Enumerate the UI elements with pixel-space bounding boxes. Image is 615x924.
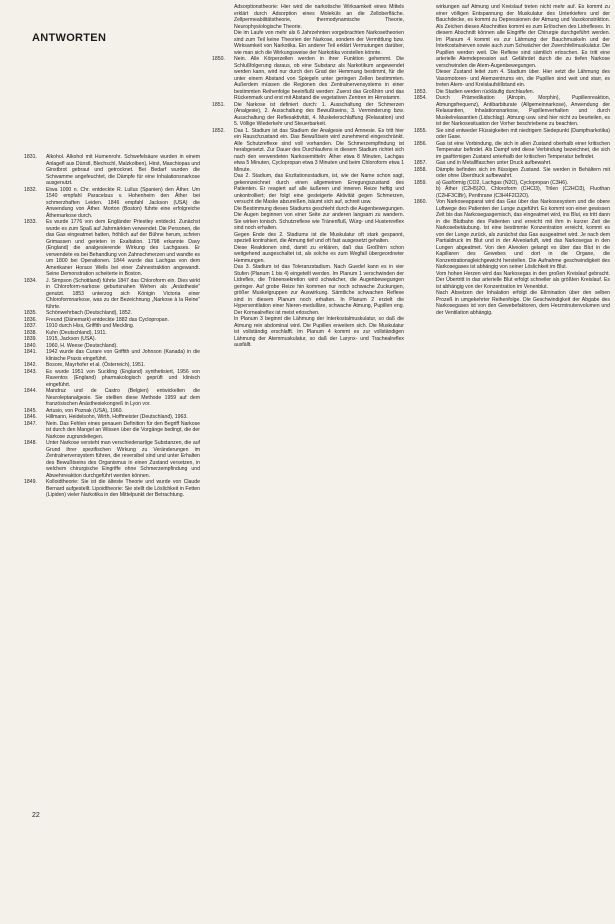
answer-text: Gas und in Metallflaschen unter Druck aufbewahrt. bbox=[436, 160, 552, 166]
answer-number: 1839. bbox=[24, 336, 37, 342]
answer-entry bbox=[24, 421, 200, 441]
answer-number: 1832. bbox=[24, 186, 37, 193]
answer-text: Gas ist eine Vorbindung, die sich in allen Zustand oberhalb einer kritischen Temperatur befindet. Als Dampf wird diese Verbindung bezeichnet, die sich im gasförmigen Zustand unterhalb der kritischen Temperatur befindet. bbox=[436, 140, 610, 160]
answer-text: Freund (Dänemark) entdeckte 1882 das Cyclopropan. bbox=[46, 316, 169, 323]
answer-number: 1857. bbox=[414, 160, 427, 166]
answer-number: 1850. bbox=[212, 56, 225, 62]
answer-text: Nein. Alle Körperzellen werden in ihrer Funktion gehemmt. Die Schlußfolgerung daraus, ob eine Substanz als Narkotikum angewendet werden kann, wird nur durch den Grad der Hemmung bestimmt, für die unter einem Abstand von Spiegeln unter geringen Zellen bestimmten. Außerdem müssen die Regionen des Zentralnervensystems in einer bestimmten Reihenfolge beeinflußt werden: Zuerst das Großhirn und das Rückenmark und erst mit Abstand die vegetativen Zentren im Hirnstamm. bbox=[234, 56, 404, 101]
answer-entry bbox=[414, 167, 610, 180]
answer-entry bbox=[24, 349, 200, 362]
answer-number: 1840. bbox=[24, 342, 37, 349]
page-title: ANTWORTEN bbox=[32, 32, 107, 44]
answer-text: Artusio, von Poznak (USA), 1960. bbox=[46, 407, 123, 414]
answer-number: 1841. bbox=[24, 349, 37, 355]
answer-number: 1844. bbox=[24, 388, 37, 394]
answer-text: Die im Laufe von mehr als 6 Jahrzehnten vorgebrachten Narkosetheorien sind zum Teil keine Theorien der Narkose, sondern der Vermittlung bzw. Wirksamkeit von Narkotika. Ein anderer Teil erklärt Vermutungen darüber, wie man sich die Wirkungsweise der Narkotika vorstellen könnte. bbox=[234, 30, 404, 56]
answer-entry bbox=[24, 278, 200, 311]
answer-text: Es wurde 1951 von Suckling (England) synthetisiert, 1956 von Raventos (England) pharmakologisch geprüft und klinisch eingeführt. bbox=[46, 368, 200, 388]
answer-text: Alkohol. Alkohol mit Humenrohr. Schwefelsäure wurden in einem Anlagefl aus Dünstl, Blechschl, Malzkolben), Hirst, Maschiopas und Ginstbrot gebraut und getrocknet. Bei Bedarf wurden die Schwamme angefeuchtet, die Dämpfe für eine Inhalationsnarkose ausgenutzt. bbox=[46, 154, 200, 186]
answer-entry bbox=[414, 4, 610, 69]
answer-number: 1847. bbox=[24, 420, 37, 427]
answer-number: 1843. bbox=[24, 368, 37, 375]
answer-number: 1853. bbox=[414, 88, 427, 95]
answers-column-1 bbox=[24, 154, 200, 924]
page-number: 22 bbox=[32, 812, 40, 819]
answer-entry bbox=[24, 187, 200, 220]
answer-number bbox=[414, 186, 436, 199]
answer-text: Hillmann, Heidelsohn, Wirth, Hoffmeister (Deutschland), 1963. bbox=[46, 414, 188, 420]
answer-entry bbox=[414, 128, 610, 141]
answer-number: 1835. bbox=[24, 310, 37, 316]
answer-text: Dieser Zustand leitet zum 4. Stadium über. Hier setzt die Lähmung des Vasomotoren- und Atemzentrums ein, die Pupillen sind weit und starr, es treten Atem- und Kreislaufstillstand ein. bbox=[436, 69, 610, 88]
answer-number: 1856. bbox=[414, 140, 427, 147]
answer-text: Unter Narkose versteht man verschiedenartige Substanzen, die auf Grund ihrer spezifischen Wirkung zu Veränderungen im Zentralnervensystem führen, die reversibel sind und unter Erhalten des Bewußtseins des Organismus in einen Zustand versetzen, in welchem chirurgische Eingriffe ohne Schmerzempfindung und Abwehrreaktion durchgeführt werden können. bbox=[46, 440, 200, 479]
answer-text: Mandruz und de Castro (Belgien) entwickelten die Neuroleptanalgesie. Sie stellten diese Methode 1959 auf dem französischen Anästhesiekongreß in Lyon vor. bbox=[46, 388, 200, 407]
answer-entry bbox=[212, 264, 404, 316]
answer-entry bbox=[212, 206, 404, 232]
answer-text: Die Stadien werden rückläufig durchlaufen. bbox=[436, 88, 535, 95]
answer-entry bbox=[212, 245, 404, 265]
answer-text: Bosore, Mayrhofer et al. (Österreich), 1951. bbox=[46, 362, 146, 368]
answer-text: Durch Prämedikation (Atropin, Morphin), Pupillenreaktion, Atmungsfrequenz), Antibarbiturate (Allgemeinnarkose), Anwendung der Relaxantien, Inhalationsnarkose, Pupillenverhalten und durch Muskelrelaxantien (Lidschlag). Atmung usw. sind hier nicht zu beurteilen, es ist der Narkosesituation der Vorher beschriebene zu beachten. bbox=[436, 95, 610, 127]
answers-column-3 bbox=[414, 4, 610, 774]
answer-number: 1833. bbox=[24, 219, 37, 225]
answer-text: Nein. Das Fehlen eines genauen Definition für den Begriff Narkose ist durch den Mangel an Wissen über die Vorgänge bedingt, die der Narkose zugrundeliegen. bbox=[46, 420, 200, 440]
answer-text: Die Bestimmung dieses Stadiums geschieht durch die Augenbewegungen. Die Augen beginnen von einer Seite zur anderen langsam zu wandern. Sie wirken tonisch. Schutzreflexe wie Tränenfluß, Würg- und Hustenreflex sind noch erhalten. bbox=[234, 205, 404, 231]
answer-entry bbox=[212, 316, 404, 349]
answer-entry bbox=[24, 219, 200, 278]
answer-number bbox=[212, 232, 234, 245]
answer-number: 1846. bbox=[24, 414, 37, 420]
answer-number: 1836. bbox=[24, 316, 37, 323]
answer-entry bbox=[414, 271, 610, 291]
answer-text: Das 3. Stadium ist das Toleranzstadium. Nach Guedel kann es in vier Stufen (Planum 1 bis 4) eingeteilt werden. Im Planum 1 verschwinden der Lidreflex, die Tränensekretion wird schwächer, die Augenbewegungen geringer. Auf grobe Reize hin kommen nur noch schwache Zuckungen, größer Muskelgruppen zur Auswirkung. Sämtliche schwachen Reflexe sind in diesem Planum noch erhalten. In Planum 2 erzielt die Hyperventilation einer Nieren-medulläre, schwache Atmung, Pupillen eng. Der Kornealreflex ist meist erloschen. bbox=[234, 264, 404, 316]
answer-text: b) Äther (C2H5)2O, Chloroform (CHCl3), Trilen (C2HCl3), Fluothan (C2HF3ClBr), Penthrane (C3H4F2Cl2O). bbox=[436, 186, 610, 199]
answer-number: 1834. bbox=[24, 277, 37, 284]
answer-text: Vom hohen Herzen wird das Narkosegas in den großen Kreislauf gebracht. Der Übertritt in das arterielle Blut erfolgt schneller als größten Kreislauf. Es ist abhängig von der Konzentration im Venenblut. bbox=[436, 270, 610, 290]
answer-entry bbox=[212, 30, 404, 56]
answer-text: Sie sind entweder Flüssigkeiten mit niedrigem Siedepunkt (Dampfnarkotika) oder Gase. bbox=[436, 127, 610, 140]
answer-text: Adsorptionstheorie: Hier wird die narkotische Wirksamkeit eines Mittels erklärt durch Adsorption eines Moleküls an die Zelloberfläche. Zellpermeabilitätstheorie, thermodynamische Theorie, Neurophysiologische Theorie. bbox=[234, 4, 404, 30]
answer-number: 1854. bbox=[414, 95, 427, 101]
answer-number: 1860. bbox=[414, 199, 427, 205]
answer-number: 1831. bbox=[24, 154, 37, 160]
answer-entry bbox=[24, 440, 200, 479]
answers-column-2 bbox=[212, 4, 404, 774]
answer-text: Gegen Ende des 2. Stadiums ist die Muskulatur oft stark gespannt, speziell kontrahiert, die Atmung tief und oft fast ausgesetzt gehalten. bbox=[234, 231, 404, 244]
answer-number bbox=[212, 4, 234, 30]
answer-entry bbox=[212, 4, 404, 30]
answer-entry bbox=[212, 232, 404, 245]
answer-text: 1942 wurde das Curare von Griffith und Johnson (Kanada) in die klinische Praxis eingeführt. bbox=[46, 349, 200, 362]
answer-entry bbox=[414, 290, 610, 316]
answer-text: Dämpfe befinden sich im flüssigen Zustand. Sie werden in Behältern mit oder ohne Überdruck aufbewahrt. bbox=[436, 166, 610, 179]
answer-text: Das 1. Stadium ist das Stadium der Analgesie und Amnesie. Es tritt hier ein Rauschzustand ein. Das Bewußtsein wird zunehmend eingeschränkt. Alle Schutzreflexe sind voll vorhanden. Die Schmerzempfindung ist herabgesetzt. Zur Dauer des Durchlaufens in diesem Stadium richtet sich nach den verwendeten Narkosemitteln: Äther etwa 8 Minuten, Lachgas etwa 5 Minuten, Cyclopropan etwa 3 Minuten und beim Chloroform etwa 1 Minute. bbox=[234, 127, 404, 173]
answer-number bbox=[212, 30, 234, 56]
answer-number bbox=[414, 4, 436, 69]
answer-entry bbox=[24, 154, 200, 187]
answer-entry bbox=[414, 69, 610, 89]
answer-text: wirkungen auf Atmung und Kreislauf treten nicht mehr auf. Es kommt zu einer völligen Entspannung der Muskulatur des Unterkiefers und der Bauchdecke, es kommt zu Depressionen der Atmung und Vasokonstriktion. Als Zeichen dieses Abschnittes kommt es zum Erlöschen des Lidreflexes. In diesem Abschnitt können alle Eingriffe der Chirurgie durchgeführt werden. Im Planum 4 kommt es zur Lähmung der Bauchmuskeln und der Interkostalnerven sowie auch zum Schwächer der Zwerchfellmuskulatur. Die Pupillen werden weit. Die Reflexe sind sämtlich erloschen. Es tritt eine arterielle Atemdepression auf. Gefährdet durch die zu tiefen Narkose verschwinden die Atem-Augenbewegungen. bbox=[436, 4, 610, 69]
answer-text: Diese Reaktionen sind, damit zu erklären, daß das Großhirn schon weitgehend ausgeschaltet ist, als solche es zum Wegfall übergeordneter Hemmungen. bbox=[234, 244, 404, 264]
answer-text: 1960, H. Weese (Deutschland). bbox=[46, 342, 118, 349]
answer-number bbox=[212, 316, 234, 349]
answer-number: 1859. bbox=[414, 179, 427, 186]
answer-number bbox=[414, 69, 436, 89]
answer-entry bbox=[24, 479, 200, 499]
answer-number: 1858. bbox=[414, 166, 427, 173]
answer-text: Die Narkose ist definiert durch: 1. Ausschaltung der Schmerzen (Analgesie), 2. Ausschaltung des Bewußtseins, 3. Verminderung bzw. Ausschaltung der Reflexaktivität, 4. Muskelerschlaffung (Relaxation) und 5. Völlige Wiederkehr und Steuerbarkeit. bbox=[234, 101, 404, 127]
answer-entry bbox=[212, 56, 404, 102]
answer-text: 1915, Jackson (USA). bbox=[46, 336, 97, 342]
answer-text: Von Narkoseapparat wird das Gas über das Narkosesystem und die obere Luftwege des Patienten der Lunge zugeführt. Es kommt von einer gewissen Zeit bis das Narkosegasgemisch, das eingeatmet wird, ins Blut, es tritt dann in die Blutbahn des Patienten und erreicht mit ihm in kurzer Zeit die Narkosebetäubung. Ist eine bestimmte Konzentration erreicht, kommt es von der Lunge zurück, als zunächst das Gas ausgeatmet wird. Je nach dem Partialdruck im Blut und in der Alveolarluft, wird das Narkosegas in den Lungen abgeatmet. Von den Alveolen gelangt es über das Blut in die Kapillaren des Gewebes und dort in die Organe, die Konzentrationsgleichgewicht herstellen. Die Aufnahme geschwindigkeit des Narkosegases ist abhängig von seiner Löslichkeit im Blut. bbox=[436, 199, 610, 270]
answer-text: In Planum 3 beginnt die Lähmung der Interkostalmuskulatur, so daß die Atmung rein abdominal wird. Die Pupillen erweitern sich. Die Muskulatur ist vollständig erschlafft. Im Planum 4 kommt es zur vollständigen Lähmung der Atemmuskulatur, so daß der Larynx- und Trachealreflex ausfällt. bbox=[234, 316, 404, 348]
answer-text: 1910 durch Hiss, Griffith und Meckling. bbox=[46, 323, 135, 329]
answer-text: Das 2. Stadium, das Exzitationsstadium, ist, wie der Name schon sagt, gekennzeichnet durch einen allgemeinen Erregungszustand des Patienten. Er reagiert auf alle äußeren und inneren Reize heftig und unkontrolliert; der folgt eine gesteigerte Aktivität gegen Schmerzen, versucht die Maske abzureißen, bäumt sich auf, schreit usw. bbox=[234, 173, 404, 205]
answer-number bbox=[212, 206, 234, 232]
answer-number: 1852. bbox=[212, 127, 225, 134]
answer-number bbox=[212, 264, 234, 316]
answer-number: 1849. bbox=[24, 479, 37, 485]
answer-entry bbox=[414, 186, 610, 199]
answer-number: 1851. bbox=[212, 101, 225, 108]
answer-number bbox=[414, 290, 436, 316]
answer-number: 1855. bbox=[414, 127, 427, 134]
answer-entry bbox=[212, 128, 404, 174]
answer-text: Schönwehrbach (Deutschland), 1852. bbox=[46, 310, 133, 316]
answer-number: 1838. bbox=[24, 329, 37, 336]
answer-number bbox=[212, 245, 234, 265]
answer-text: Kuhn (Deutschland), 1911. bbox=[46, 329, 107, 336]
answer-number: 1842. bbox=[24, 362, 37, 368]
answer-text: Nach Absetzen der Inhalation erfolgt die Elimination über den selben Prozeß in umgekehrter Reihenfolge. Die Geschwindigkeit der Abgabe des Narkosegases ist von den Gewebefaktoren, dem Herzminutenvolumen und der Ventilation abhängig. bbox=[436, 290, 610, 316]
answer-entry bbox=[212, 102, 404, 128]
answer-entry bbox=[414, 141, 610, 161]
answer-number bbox=[414, 271, 436, 291]
answer-text: Kolloidtheorie: Sie ist die älteste Theorie und wurde von Claude Bernard aufgestellt. Lipoidtheorie: Sie stellt die Löslichkeit in Fetten (Lipiden) vieler Narkotika in den Mittelpunkt der Betrachtung. bbox=[46, 479, 200, 498]
answer-number bbox=[212, 173, 234, 206]
answer-number: 1845. bbox=[24, 407, 37, 414]
answer-text: Es wurde 1776 von dem Engländer Priestley entdeckt. Zunächst wurde es zum Spaß auf Jahrmärkten verwendet. Die Personen, die das Gas eingeatmet hatten, fröhlich auf der Bühne herum, schrien Grimassen und gerieten in Exaltation. 1798 erkannte Davy (England) die analgesierende Wirkung des Lachgases. Er verwendete es bei Behandlung von Zahnschmerzen und wandte es um 1800 bei Operationen. 1844 wurde das Lachgas von dem Amerikaner Horace Wells bei einer Zahnextraktion angewandt. Seine Demonstration scheiterte in Boston. bbox=[46, 219, 200, 277]
answer-text: Etwa 1000 n. Chr. entdeckte R. Lullus (Spanien) den Äther. Um 1540 empfahl Paracelsus v. Hohenheim den Äther bei schmerzhaften Leiden. 1846 empfahl Jackson (USA) die Anwendung von Äther. Morton (Boston) führte eine erfolgreiche Äthernarkose durch. bbox=[46, 186, 200, 219]
answer-text: a) Gasförmig (CO2, Lachgas (N2O), Cyclopropan (C3H6). bbox=[436, 179, 569, 186]
answer-entry bbox=[212, 173, 404, 206]
answer-entry bbox=[414, 199, 610, 271]
answer-entry bbox=[24, 369, 200, 389]
answer-entry bbox=[414, 95, 610, 128]
answer-number: 1837. bbox=[24, 323, 37, 329]
answer-number: 1848. bbox=[24, 440, 37, 446]
answer-entry bbox=[24, 388, 200, 408]
answer-text: J. Simpson (Schottland) führte 1847 das Chloroform ein. Dies wirkt in Chloroform-narkose geburtsnahen Wehen als „Anästhesie“ genutzt. 1853 unterzog sich Königin Victoria einer Chloroformnarkose, was zu der Bezeichnung „Narkose à la Reine“ führte. bbox=[46, 277, 200, 310]
